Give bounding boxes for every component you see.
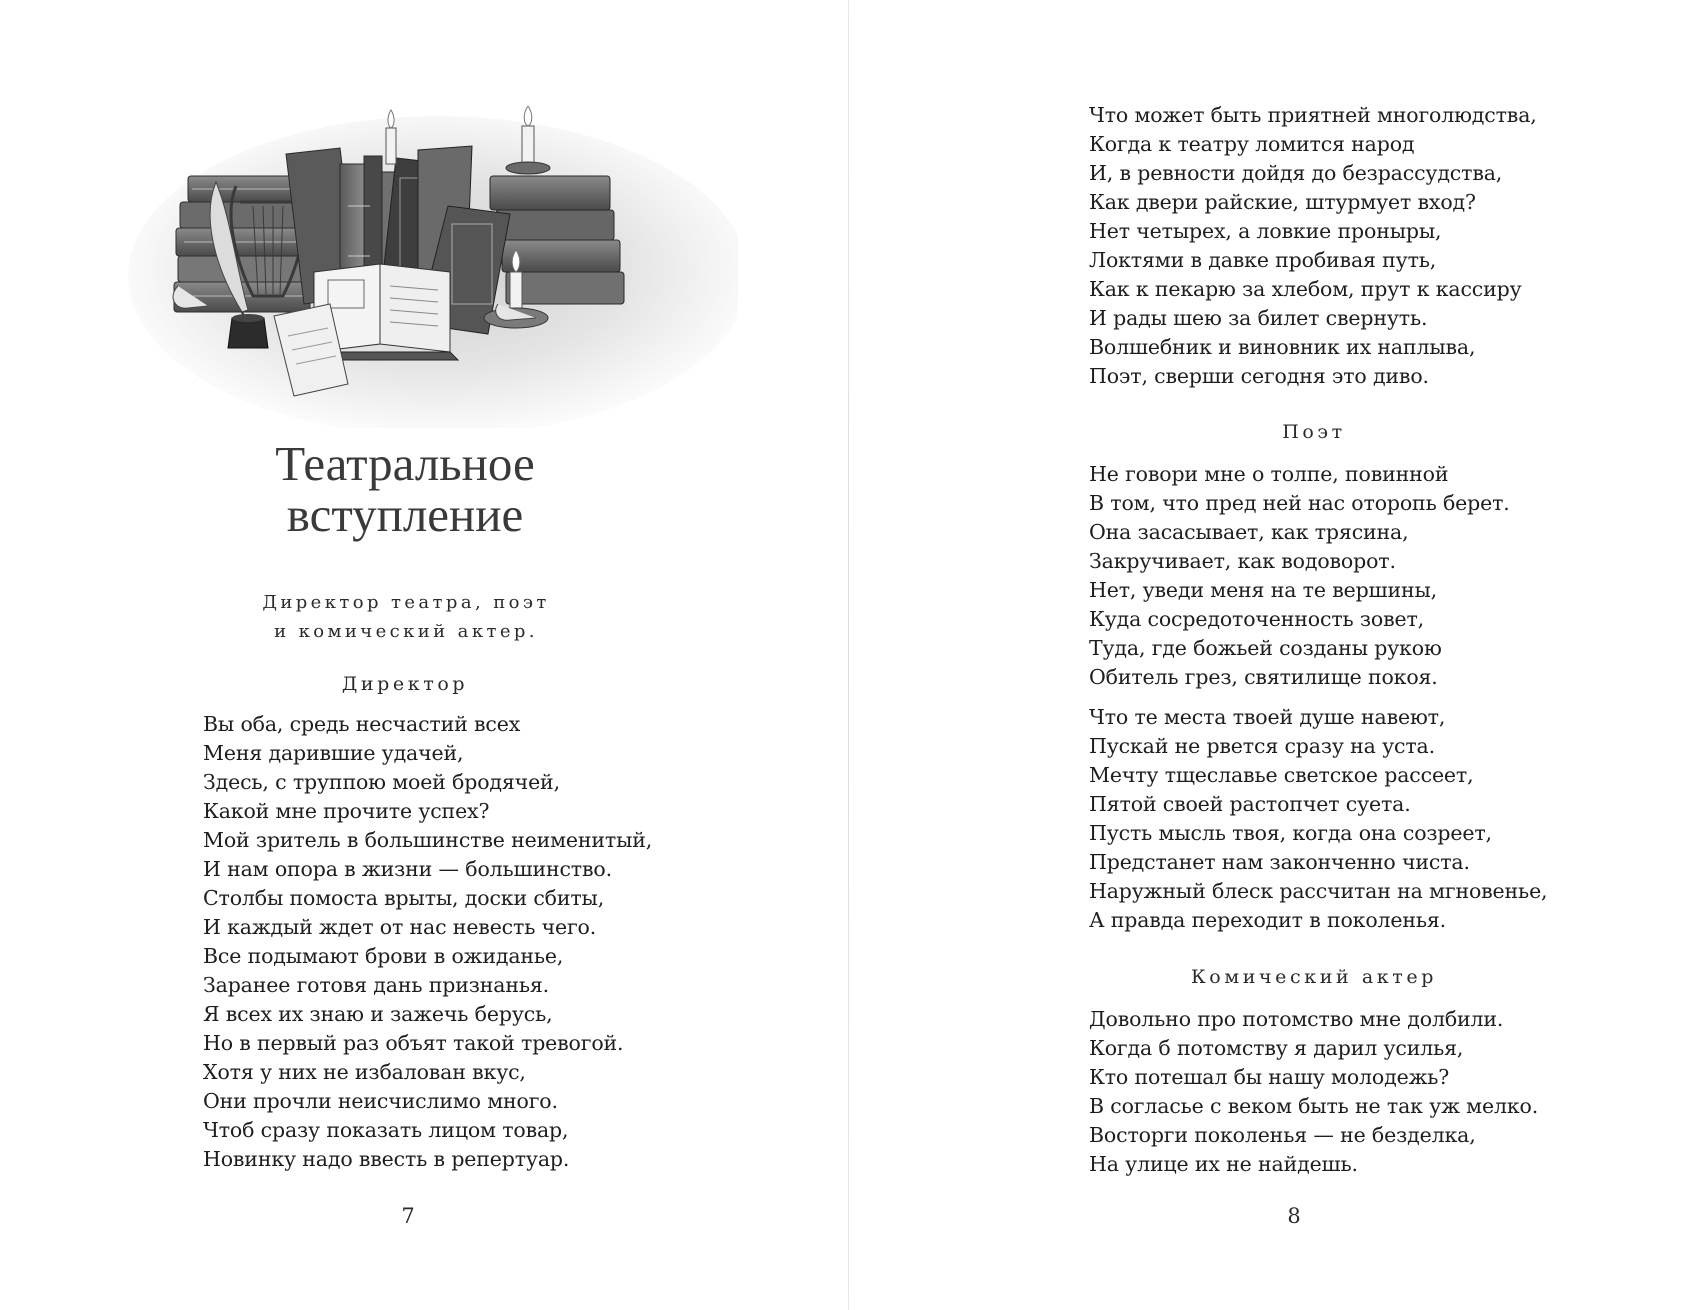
dramatis-line-2: и комический актер. xyxy=(274,621,538,642)
verse-line: Хотя у них не избалован вкус, xyxy=(203,1060,526,1084)
chapter-title-line-1: Театральное xyxy=(275,436,535,491)
verse-line: Пусть мысль твоя, когда она созреет, xyxy=(1089,821,1492,845)
verse-line: Но в первый раз объят такой тревогой. xyxy=(203,1031,624,1055)
verse-line: Что те места твоей душе навеют, xyxy=(1089,705,1446,729)
verse-line: Я всех их знаю и зажечь берусь, xyxy=(203,1002,553,1026)
verse-line: Меня дарившие удачей, xyxy=(203,741,464,765)
verse-line: Когда б потомству я дарил усилья, xyxy=(1089,1036,1464,1060)
verse-line: В том, что пред ней нас оторопь берет. xyxy=(1089,491,1510,515)
verse-line: Что может быть приятней многолюдства, xyxy=(1089,103,1537,127)
verse-line: Нет четырех, а ловкие проныры, xyxy=(1089,219,1442,243)
verse-line: Не говори мне о толпе, повинной xyxy=(1089,462,1449,486)
verse-line: Здесь, с труппою моей бродячей, xyxy=(203,770,560,794)
books-and-candles-illustration xyxy=(118,106,738,428)
verse-line: На улице их не найдешь. xyxy=(1089,1152,1358,1176)
stanza-director-right xyxy=(1089,101,1537,391)
verse-line: И рады шею за билет свернуть. xyxy=(1089,306,1428,330)
chapter-title xyxy=(120,438,690,540)
verse-line: Они прочли неисчислимо много. xyxy=(203,1089,558,1113)
verse-line: Мой зритель в большинстве неименитый, xyxy=(203,828,653,852)
page-number-left: 7 xyxy=(401,1204,415,1228)
verse-line: Столбы помоста врыты, доски сбиты, xyxy=(203,886,605,910)
chapter-title-line-2: вступление xyxy=(286,487,524,542)
verse-line: Как к пекарю за хлебом, прут к кассиру xyxy=(1089,277,1522,301)
verse-line: Поэт, сверши сегодня это диво. xyxy=(1089,364,1429,388)
verse-line: Мечту тщеславье светское рассеет, xyxy=(1089,763,1474,787)
verse-line: Предстанет нам законченно чиста. xyxy=(1089,850,1470,874)
verse-line: И, в ревности дойдя до безрассудства, xyxy=(1089,161,1503,185)
verse-line: Пятой своей растопчет суета. xyxy=(1089,792,1411,816)
verse-line: Чтоб сразу показать лицом товар, xyxy=(203,1118,569,1142)
role-heading-director: Директор xyxy=(341,673,469,695)
verse-line: В согласье с веком быть не так уж мелко. xyxy=(1089,1094,1539,1118)
verse-line: Какой мне прочите успех? xyxy=(203,799,490,823)
verse-line: Куда сосредоточенность зовет, xyxy=(1089,607,1425,631)
verse-line: Как двери райские, штурмует вход? xyxy=(1089,190,1476,214)
verse-line: Восторги поколенья — не безделка, xyxy=(1089,1123,1476,1147)
stanza-comic-actor xyxy=(1089,1005,1538,1179)
stanza-director-left xyxy=(203,710,652,1174)
page-number-right: 8 xyxy=(1287,1204,1301,1228)
stanza-poet-2 xyxy=(1089,703,1547,935)
stanza-poet-1 xyxy=(1089,460,1510,692)
verse-line: Она засасывает, как трясина, xyxy=(1089,520,1409,544)
verse-line: Новинку надо ввесть в репертуар. xyxy=(203,1147,570,1171)
verse-line: Нет, уведи меня на те вершины, xyxy=(1089,578,1438,602)
verse-line: Обитель грез, святилище покоя. xyxy=(1089,665,1438,689)
dramatis-personae xyxy=(200,588,612,646)
verse-line: Пускай не рвется сразу на уста. xyxy=(1089,734,1435,758)
verse-line: Наружный блеск рассчитан на мгновенье, xyxy=(1089,879,1548,903)
role-heading-poet: Поэт xyxy=(1282,421,1346,443)
verse-line: И каждый ждет от нас невесть чего. xyxy=(203,915,597,939)
verse-line: Довольно про потомство мне долбили. xyxy=(1089,1007,1504,1031)
right-page xyxy=(849,0,1690,1310)
verse-line: И нам опора в жизни — большинство. xyxy=(203,857,612,881)
verse-line: Заранее готовя дань признанья. xyxy=(203,973,550,997)
verse-line: А правда переходит в поколенья. xyxy=(1089,908,1447,932)
verse-line: Локтями в давке пробивая путь, xyxy=(1089,248,1437,272)
verse-line: Волшебник и виновник их наплыва, xyxy=(1089,335,1476,359)
verse-line: Когда к театру ломится народ xyxy=(1089,132,1415,156)
role-heading-comic-actor: Комический актер xyxy=(1191,966,1437,988)
verse-line: Закручивает, как водоворот. xyxy=(1089,549,1396,573)
verse-line: Туда, где божьей созданы рукою xyxy=(1089,636,1442,660)
verse-line: Все подымают брови в ожиданье, xyxy=(203,944,564,968)
dramatis-line-1: Директор театра, поэт xyxy=(262,592,550,613)
verse-line: Вы оба, средь несчастий всех xyxy=(203,712,521,736)
verse-line: Кто потешал бы нашу молодежь? xyxy=(1089,1065,1450,1089)
